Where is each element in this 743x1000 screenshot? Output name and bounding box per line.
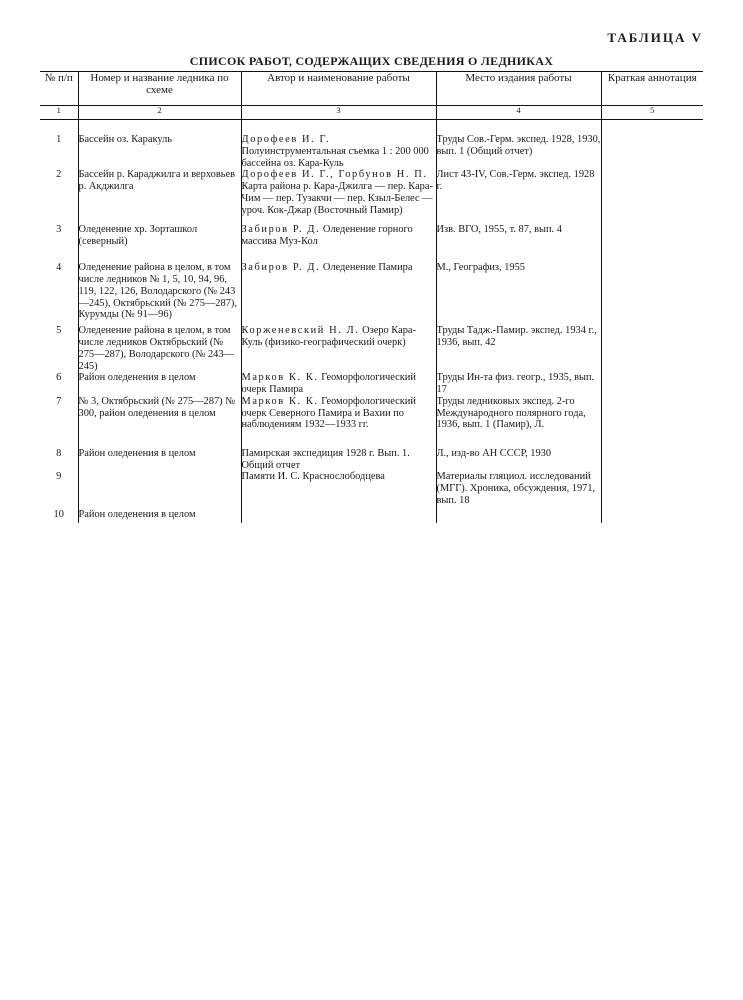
author-cell: [241, 396, 436, 448]
glacier-cell: Район оледенения в целом: [78, 509, 241, 523]
place-cell: Изв. ВГО, 1955, т. 87, вып. 4: [436, 224, 601, 262]
glacier-cell: Район оледенения в целом: [78, 372, 241, 396]
place-cell: Материалы гляциол. исследований (МГГ). Хроника, обсуждения, 1971, вып. 18: [436, 471, 601, 509]
annotation-cell: [601, 224, 703, 262]
author-cell: [241, 325, 436, 372]
glacier-cell: Бассейн оз. Каракуль: [78, 134, 241, 169]
annotation-cell: [601, 448, 703, 472]
row-number: 10: [53, 509, 64, 521]
author-cell: [241, 509, 436, 523]
column-number: 1: [40, 106, 78, 120]
author-name: Забиров Р. Д.: [241, 262, 321, 274]
annotation-cell: [601, 396, 703, 448]
header-glacier: Номер и название ледника по схеме: [78, 72, 241, 106]
place-cell: Труды Ин-та физ. геогр., 1935, вып. 17: [436, 372, 601, 396]
work-title: Оледенение Памира: [320, 262, 413, 274]
author-cell: [241, 372, 436, 396]
row-number: 8: [56, 447, 62, 459]
glacier-cell: Район оледенения в целом: [78, 448, 241, 472]
annotation-cell: [601, 262, 703, 325]
column-number: 2: [78, 106, 241, 120]
author-name: Забиров Р. Д.: [241, 224, 321, 236]
glacier-cell: Оледенение хр. Зорташкол (северный): [78, 224, 241, 262]
table-row: [40, 262, 703, 325]
author-name: Дорофеев И. Г.: [241, 134, 331, 145]
table-row: [40, 448, 703, 472]
work-title: Карта района р. Кара-Джилга — пер. Кара-Чим — пер. Тузакчи — пер. Кзыл-Белес — уроч. Кок-Джар (Восточный Памир): [241, 181, 433, 216]
row-number: 9: [56, 471, 62, 483]
glacier-works-table: [40, 71, 703, 523]
place-cell: Труды Тадж.-Памир. экспед. 1934 г., 1936, вып. 42: [436, 325, 601, 372]
table-header-row: [40, 72, 703, 106]
work-title: Памирская экспедиция 1928 г. Вып. 1. Общий отчет: [241, 447, 410, 471]
table-row: [40, 372, 703, 396]
table-label: ТАБЛИЦА V: [607, 30, 703, 45]
work-title: Геоморфологический очерк Памира: [241, 372, 416, 395]
annotation-cell: [601, 134, 703, 169]
author-name: Марков К. К.: [241, 395, 319, 407]
author-cell: [241, 134, 436, 169]
place-cell: Л., изд-во АН СССР, 1930: [436, 448, 601, 472]
place-cell: [436, 509, 601, 523]
annotation-cell: [601, 471, 703, 509]
work-title: Озеро Кара-Куль (физико-географический очерк): [241, 325, 416, 348]
row-number: 1: [56, 134, 62, 145]
work-title: Геоморфологический очерк Северного Памира и Вахии по наблюдениям 1932—1933 гг.: [241, 395, 416, 431]
work-title: Памяти И. С. Краснослободцева: [241, 471, 385, 483]
page-title: СПИСОК РАБОТ, СОДЕРЖАЩИХ СВЕДЕНИЯ О ЛЕДНИКАХ: [189, 54, 554, 68]
annotation-cell: [601, 169, 703, 224]
column-number: 4: [436, 106, 601, 120]
author-name: Корженевский Н. Л.: [241, 325, 360, 337]
spacer-row: [40, 120, 703, 135]
header-place: Место издания работы: [436, 72, 601, 106]
table-row: [40, 169, 703, 224]
row-number: 7: [56, 395, 62, 407]
author-cell: [241, 448, 436, 472]
author-name: Марков К. К.: [241, 372, 319, 384]
header-num: № п/п: [40, 72, 78, 106]
glacier-cell: Оледенение района в целом, в том числе ледников № 1, 5, 10, 94, 96, 119, 122, 126, Володарского (№ 243—245), Октябрьский (№ 275—287), Курумды (№ 91—96): [78, 262, 241, 325]
author-cell: [241, 471, 436, 509]
table-row: [40, 509, 703, 523]
place-cell: М., Географиз, 1955: [436, 262, 601, 325]
work-title: Полуинструментальная съемка 1 : 200 000 бассейна оз. Кара-Куль: [241, 145, 429, 169]
glacier-cell: № 3, Октябрьский (№ 275—287) № 300, район оледенения в целом: [78, 396, 241, 448]
table-row: [40, 396, 703, 448]
place-cell: Лист 43-IV, Сов.-Герм. экспед. 1928 г.: [436, 169, 601, 224]
author-cell: [241, 262, 436, 325]
author-name: Дорофеев И. Г., Горбунов Н. П.: [241, 169, 428, 181]
row-number: 6: [56, 372, 62, 384]
table-row: [40, 224, 703, 262]
glacier-cell: Бассейн р. Караджилга и верховьев р. Акджилга: [78, 169, 241, 224]
row-number: 5: [56, 325, 62, 337]
table-row: [40, 134, 703, 169]
glacier-cell: Оледенение района в целом, в том числе ледников Октябрьский (№ 275—287), Володарского (№ 243—245): [78, 325, 241, 372]
glacier-cell: [78, 471, 241, 509]
place-cell: Труды ледниковых экспед. 2-го Международного полярного года, 1936, вып. 1 (Памир), Л.: [436, 396, 601, 448]
column-number: 3: [241, 106, 436, 120]
row-number: 4: [56, 262, 62, 274]
row-number: 2: [56, 169, 62, 181]
place-cell: Труды Сов.-Герм. экспед. 1928, 1930, вып. 1 (Общий отчет): [436, 134, 601, 169]
annotation-cell: [601, 372, 703, 396]
row-number: 3: [56, 224, 62, 236]
author-cell: [241, 224, 436, 262]
table-row: [40, 471, 703, 509]
work-title: Оледенение горного массива Муз-Кол: [241, 224, 413, 247]
table-row: [40, 325, 703, 372]
annotation-cell: [601, 325, 703, 372]
column-number-row: [40, 106, 703, 120]
annotation-cell: [601, 509, 703, 523]
column-number: 5: [601, 106, 703, 120]
header-author: Автор и наименование работы: [241, 72, 436, 106]
header-annotation: Краткая аннотация: [601, 72, 703, 106]
author-cell: [241, 169, 436, 224]
